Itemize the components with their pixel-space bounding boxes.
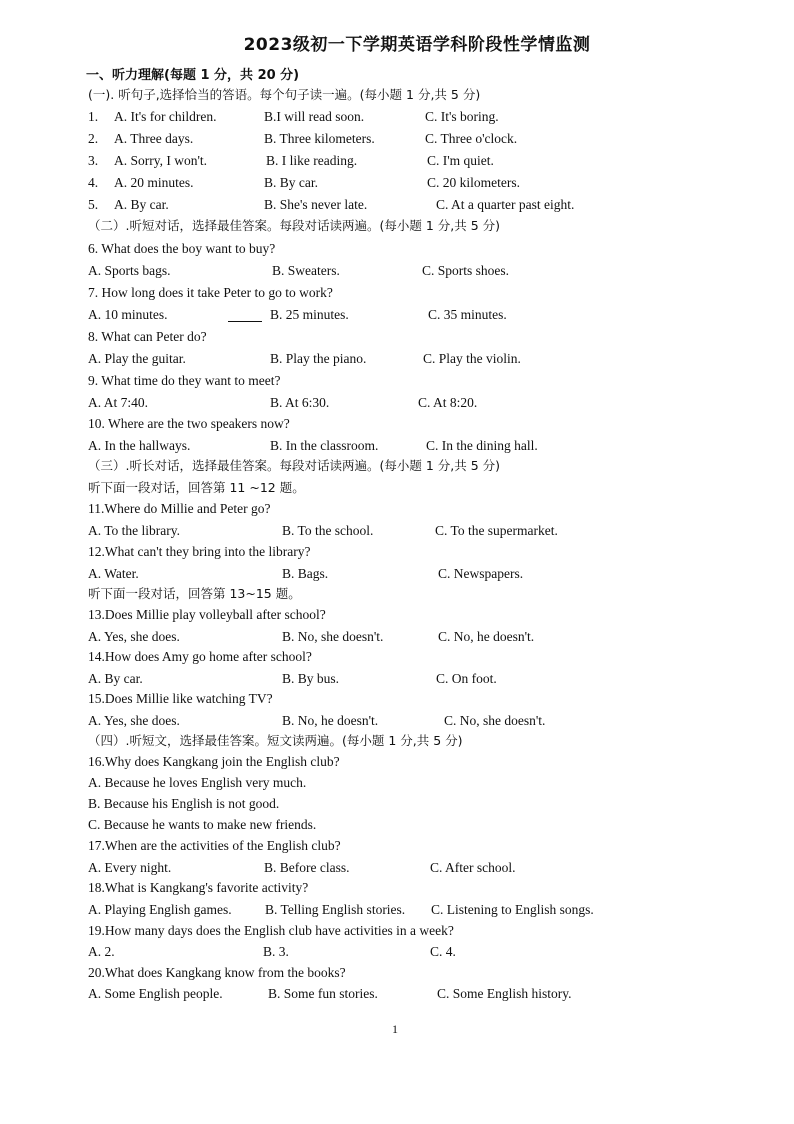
question-number: 5.	[88, 197, 99, 212]
question-text: 19.How many days does the English club have activities in a week?	[88, 923, 454, 938]
question-text: 10. Where are the two speakers now?	[88, 416, 290, 431]
option-a: A. By car.	[88, 671, 143, 686]
option-c: C. On foot.	[436, 671, 497, 686]
option-b: B. Because his English is not good.	[88, 796, 280, 811]
option-a: A. Every night.	[88, 860, 172, 875]
option-b: B. In the classroom.	[270, 438, 379, 453]
option-b: B.I will read soon.	[264, 109, 365, 124]
question-text: 8. What can Peter do?	[88, 329, 207, 344]
option-c: C. I'm quiet.	[427, 153, 494, 168]
option-b: B. 3.	[263, 944, 289, 959]
question-row	[88, 152, 494, 170]
option-c: C. At a quarter past eight.	[436, 197, 575, 212]
option-a: A. 10 minutes.	[88, 307, 168, 322]
option-a: A. Sports bags.	[88, 263, 171, 278]
option-c: C. Newspapers.	[438, 566, 524, 581]
question-text: 7. How long does it take Peter to go to work?	[88, 285, 333, 300]
question-number: 1.	[88, 109, 99, 124]
option-c: C. Play the violin.	[423, 351, 521, 366]
option-c: C. Three o'clock.	[425, 131, 518, 146]
option-c: C. Listening to English songs.	[431, 902, 594, 917]
option-b: B. Telling English stories.	[265, 902, 406, 917]
question-text: 18.What is Kangkang's favorite activity?	[88, 880, 309, 895]
sec4-instruction: （四）.听短文，选择最佳答案。短文读两遍。(每小题 1 分,共 5 分)	[88, 733, 463, 748]
option-c: C. At 8:20.	[418, 395, 478, 410]
question-text: 20.What does Kangkang know from the books?	[88, 965, 346, 980]
question-text: 13.Does Millie play volleyball after school?	[88, 607, 326, 622]
option-a: A. Because he loves English very much.	[88, 775, 307, 790]
dialog-note: 听下面一段对话，回答第 13~15 题。	[88, 586, 301, 601]
option-b: B. By bus.	[282, 671, 340, 686]
question-row	[88, 196, 575, 214]
option-a: A. It's for children.	[114, 109, 217, 124]
option-a: A. To the library.	[88, 523, 181, 538]
option-b: B. I like reading.	[266, 153, 358, 168]
page-number: 1	[392, 1022, 398, 1036]
option-a: A. 2.	[88, 944, 115, 959]
sec2-instruction: （二）.听短对话，选择最佳答案。每段对话读两遍。(每小题 1 分,共 5 分)	[88, 218, 501, 233]
option-b: B. No, she doesn't.	[282, 629, 384, 644]
question-text: 6. What does the boy want to buy?	[88, 241, 276, 256]
option-a: A. Yes, she does.	[88, 629, 180, 644]
option-b: B. By car.	[264, 175, 318, 190]
answer-blank	[228, 306, 262, 322]
question-text: 17.When are the activities of the English club?	[88, 838, 341, 853]
option-b: B. Three kilometers.	[264, 131, 375, 146]
page-title: 2023级初一下学期英语学科阶段性学情监测	[243, 35, 591, 55]
option-b: B. Play the piano.	[270, 351, 367, 366]
option-c: C. In the dining hall.	[426, 438, 538, 453]
option-c: C. It's boring.	[425, 109, 499, 124]
option-a: A. At 7:40.	[88, 395, 149, 410]
option-a: A. Yes, she does.	[88, 713, 180, 728]
option-c: C. 20 kilometers.	[427, 175, 520, 190]
option-c: C. Sports shoes.	[422, 263, 510, 278]
option-a: A. Water.	[88, 566, 139, 581]
option-a: A. 20 minutes.	[114, 175, 194, 190]
question-text: 12.What can't they bring into the library?	[88, 544, 311, 559]
option-b: B. Before class.	[264, 860, 350, 875]
option-c: C. Because he wants to make new friends.	[88, 817, 317, 832]
question-text: 16.Why does Kangkang join the English club?	[88, 754, 340, 769]
option-c: C. After school.	[430, 860, 516, 875]
option-b: B. No, he doesn't.	[282, 713, 379, 728]
option-b: B. At 6:30.	[270, 395, 330, 410]
question-number: 3.	[88, 153, 99, 168]
part1-title: 一、听力理解(每题 1 分，共 20 分)	[86, 68, 300, 83]
sec1-instruction: (一). 听句子,选择恰当的答语。每个句子读一遍。(每小题 1 分,共 5 分)	[88, 87, 481, 102]
question-number: 4.	[88, 175, 99, 190]
question-text: 11.Where do Millie and Peter go?	[88, 501, 271, 516]
dialog-note: 听下面一段对话，回答第 11 ~12 题。	[88, 480, 305, 495]
question-text: 14.How does Amy go home after school?	[88, 649, 312, 664]
option-c: C. No, he doesn't.	[438, 629, 535, 644]
option-c: C. 35 minutes.	[428, 307, 507, 322]
option-c: C. To the supermarket.	[435, 523, 558, 538]
option-a: A. Three days.	[114, 131, 194, 146]
question-text: 15.Does Millie like watching TV?	[88, 691, 273, 706]
question-row	[88, 108, 499, 126]
option-b: B. Some fun stories.	[268, 986, 378, 1001]
option-a: A. Play the guitar.	[88, 351, 186, 366]
option-a: A. By car.	[114, 197, 169, 212]
option-b: B. She's never late.	[264, 197, 368, 212]
sec3-instruction: （三）.听长对话，选择最佳答案。每段对话读两遍。(每小题 1 分,共 5 分)	[88, 458, 501, 473]
question-text: 9. What time do they want to meet?	[88, 373, 281, 388]
option-a: A. In the hallways.	[88, 438, 191, 453]
option-c: C. No, she doesn't.	[444, 713, 546, 728]
option-b: B. 25 minutes.	[270, 307, 349, 322]
option-a: A. Sorry, I won't.	[114, 153, 208, 168]
question-row	[88, 130, 518, 148]
option-b: B. To the school.	[282, 523, 374, 538]
option-b: B. Bags.	[282, 566, 329, 581]
option-a: A. Some English people.	[88, 986, 223, 1001]
option-c: C. Some English history.	[437, 986, 572, 1001]
option-b: B. Sweaters.	[272, 263, 340, 278]
option-c: C. 4.	[430, 944, 456, 959]
option-a: A. Playing English games.	[88, 902, 232, 917]
question-number: 2.	[88, 131, 99, 146]
question-row	[88, 174, 520, 192]
